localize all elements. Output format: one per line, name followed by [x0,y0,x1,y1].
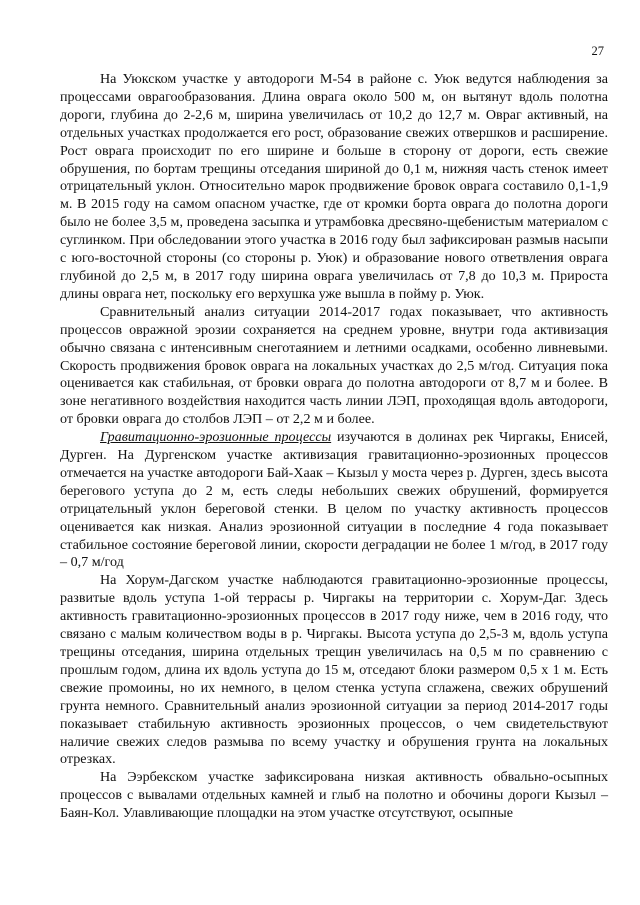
paragraph-gravitational-erosion [60,429,608,572]
section-lead-term: Гравитационно-эрозионные процессы [100,429,332,446]
page-number: 27 [591,44,604,58]
paragraph-eerbek: На Ээрбекском участке зафиксирована низкая активность обвально-осыпных процессов с вывалами отдельных камней и глыб на полотно и обочины дороги Кызыл – Баян-Кол. Улавливающие площадки на этом участке отсутствуют, осыпные [60,769,608,822]
paragraph-gravitational-erosion-text: изучаются в долинах рек Чиргакы, Енисей, Дурген. На Дургенском участке активизация гравитационно-эрозионных процессов отмечается на участке автодороги Бай-Хаак – Кызыл у моста через р. Дурген, здесь высота берегового уступа до 2 м, есть следы небольших свежих обрушений, формируется отрицательный уклон береговой стенки. В целом по участку активность процессов оценивается как низкая. Анализ эрозионной ситуации в последние 4 года показывает стабильное состояние береговой линии, скорости деградации не более 1 м/год, в 2017 году – 0,7 м/год [60,429,608,571]
paragraph-uyuk-ravine: На Уюкском участке у автодороги М-54 в районе с. Уюк ведутся наблюдения за процессами оврагообразования. Длина оврага около 500 м, он вытянут вдоль полотна дороги, глубина до 2-2,6 м, ширина увеличилась от 10,2 до 12,7 м. Овраг активный, на отдельных участках продолжается его рост, образование свежих отвершков и расширение. Рост оврага происходит по его ширине и больше в сторону от дороги, есть свежие обрушения, по бортам трещины отседания шириной до 0,1 м, нижняя часть стенок имеет отрицательный уклон. Относительно марок продвижение бровок оврага составило 0,1-1,9 м. В 2015 году на самом опасном участке, где от кромки борта оврага до полотна дороги было не более 3,5 м, проведена засыпка и утрамбовка дресвяно-щебенистым материалом с суглинком. При обследовании этого участка в 2016 году был зафиксирован размыв насыпи с юго-восточной стороны (со стороны р. Уюк) и образование нового ответвления оврага глубиной до 2,5 м, в 2017 году ширина оврага увеличилась от 7,8 до 10,3 м. Прироста длины оврага нет, поскольку его верхушка уже вышла в пойму р. Уюк. [60,71,608,302]
paragraph-comparative-analysis: Сравнительный анализ ситуации 2014-2017 годах показывает, что активность процессов овражной эрозии сохраняется на среднем уровне, внутри года активизация обычно связана с интенсивным снеготаянием и летними осадками, особенно ливневыми. Скорость продвижения бровок оврага на локальных участках до 2,5 м/год. Ситуация пока оценивается как стабильная, от бровки оврага до полотна автодороги от 8,7 м и более. В зоне негативного воздействия находится часть линии ЛЭП, проходящая вдоль автодороги, от бровки оврага до столбов ЛЭП – от 2,2 м и более. [60,303,608,428]
paragraph-khorum-dag: На Хорум-Дагском участке наблюдаются гравитационно-эрозионные процессы, развитые вдоль уступа 1-ой террасы р. Чиргакы на территории с. Хорум-Даг. Здесь активность гравитационно-эрозионных процессов в 2017 году ниже, чем в 2016 году, что связано с малым количеством воды в р. Чиргакы. Высота уступа до 2,5-3 м, вдоль уступа трещины отседания, ширина отдельных трещин увеличилась на 0,5 м по сравнению с прошлым годом, длина их вдоль уступа до 15 м, отседают блоки размером 0,5 х 1 м. Есть свежие промоины, но их немного, в целом стенка уступа сглажена, свежих обрушений грунта немного. Сравнительный анализ эрозионной ситуации за период 2014-2017 годы показывает стабильную активность эрозионных процессов, о чем свидетельствуют наличие свежих следов размыва по всему участку и обрушения грунта на локальных отрезках. [60,572,608,768]
body-text [60,71,608,823]
